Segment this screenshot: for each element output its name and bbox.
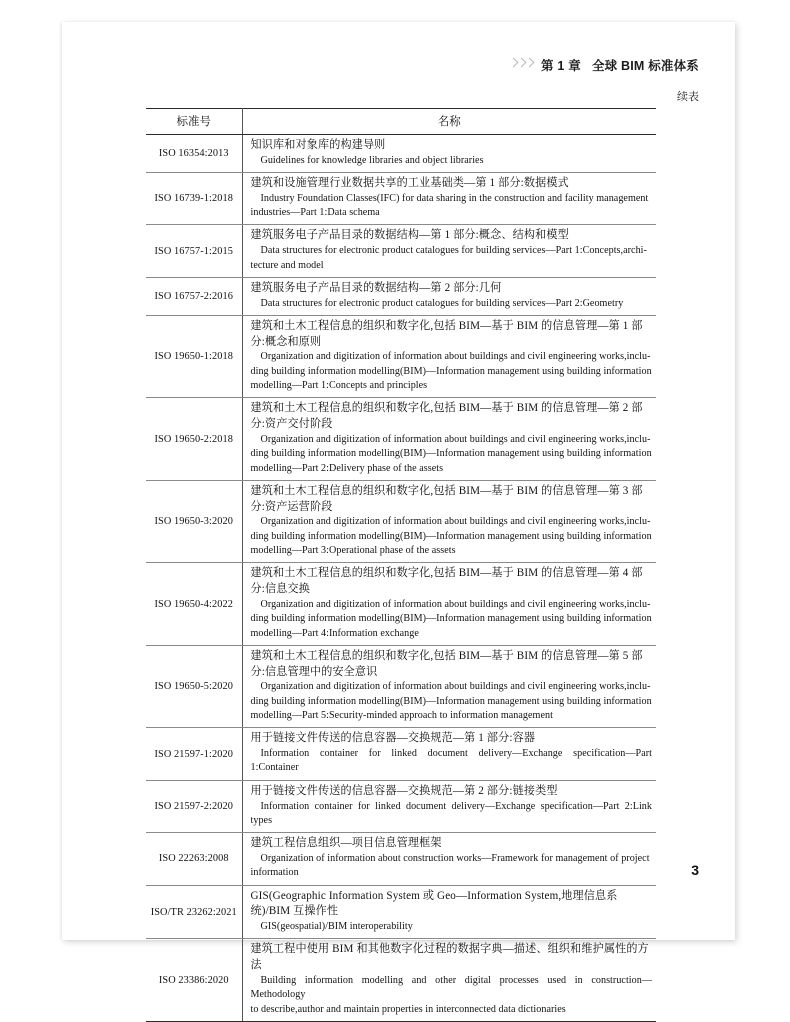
standard-name-en: modelling—Part 5:Security-minded approach to information management [250, 710, 553, 722]
standard-name-zh: 建筑和土木工程信息的组织和数字化,包括 BIM—基于 BIM 的信息管理—第 5 部分:信息管理中的安全意识 [250, 649, 643, 678]
standard-name-zh: 知识库和对象库的构建导则 [250, 139, 386, 151]
standard-code-cell: ISO 16757-1:2015 [146, 225, 242, 277]
standard-name-en: modelling—Part 3:Operational phase of the assets [250, 545, 456, 557]
standard-code-cell: ISO 16757-2:2016 [146, 277, 242, 315]
standard-code-cell: ISO 21597-1:2020 [146, 728, 242, 780]
standard-name-en: tecture and model [250, 259, 324, 271]
standard-name-en: Organization and digitization of information about buildings and civil engineering works,inclu- [260, 681, 651, 693]
table-row [146, 563, 656, 645]
standard-name-cell [242, 398, 656, 480]
table-row [146, 398, 656, 480]
running-head-title: 全球 BIM 标准体系 [591, 59, 699, 73]
standard-name-zh: 建筑服务电子产品目录的数据结构—第 2 部分:几何 [250, 281, 502, 294]
standard-name-zh: 建筑工程中使用 BIM 和其他数字化过程的数据字典—描述、组织和维护属性的方法 [250, 943, 649, 972]
standard-name-en: Data structures for electronic product catalogues for building services—Part 1:Concepts,archi- [260, 245, 647, 257]
standard-name-en: Industry Foundation Classes(IFC) for data sharing in the construction and facility management [260, 192, 649, 204]
standard-name-zh: 建筑和土木工程信息的组织和数字化,包括 BIM—基于 BIM 的信息管理—第 3 部分:资产运营阶段 [250, 484, 643, 513]
standard-name-en: Organization and digitization of information about buildings and civil engineering works,inclu- [260, 516, 651, 528]
standard-name-en: industries—Part 1:Data schema [250, 207, 380, 219]
table-row [146, 728, 656, 780]
table-row [146, 780, 656, 832]
table-header [146, 109, 656, 135]
standard-code-cell: ISO 19650-4:2022 [146, 563, 242, 645]
standard-name-cell [242, 173, 656, 225]
standard-name-zh: 建筑工程信息组织—项目信息管理框架 [250, 837, 442, 850]
table-row [146, 173, 656, 225]
table-row [146, 135, 656, 173]
standard-code-cell: ISO 23386:2020 [146, 939, 242, 1021]
table-row [146, 885, 656, 939]
standard-code-cell: ISO 22263:2008 [146, 833, 242, 885]
standard-name-zh: 用于链接文件传送的信息容器—交换规范—第 2 部分:链接类型 [250, 784, 558, 797]
standard-name-en: Information container for linked document delivery—Exchange specification—Part 2:Link types [250, 800, 652, 826]
table-row [146, 480, 656, 562]
table-row [146, 225, 656, 277]
table-row [146, 277, 656, 315]
running-head [510, 56, 699, 74]
standard-name-cell [242, 728, 656, 780]
standard-name-en: Building information modelling and other digital processes used in construction—Methodology [250, 974, 652, 1001]
standard-name-cell [242, 780, 656, 832]
standards-table [146, 108, 656, 1022]
standard-name-en: Guidelines for knowledge libraries and object libraries [260, 154, 484, 166]
standard-code-cell: ISO 19650-1:2018 [146, 315, 242, 397]
table-row [146, 645, 656, 727]
standard-name-cell [242, 645, 656, 727]
standard-code-cell: ISO 16354:2013 [146, 135, 242, 173]
table-header-row [146, 109, 656, 135]
standard-name-en: modelling—Part 4:Information exchange [250, 627, 419, 639]
page-number: 3 [691, 862, 699, 878]
standard-name-en: modelling—Part 2:Delivery phase of the assets [250, 462, 444, 474]
standard-name-en: Organization and digitization of information about buildings and civil engineering works,inclu- [260, 351, 651, 363]
standard-name-cell [242, 225, 656, 277]
standard-name-en: ding building information modelling(BIM)—Information management using building information [250, 365, 652, 377]
table-row [146, 315, 656, 397]
document-page [62, 22, 735, 1015]
standard-name-zh: 建筑和设施管理行业数据共享的工业基础类—第 1 部分:数据模式 [250, 177, 569, 190]
standard-name-en: Data structures for electronic product catalogues for building services—Part 2:Geometry [260, 297, 624, 309]
standard-name-en: ding building information modelling(BIM)—Information management using building information [250, 695, 652, 707]
standard-name-cell [242, 277, 656, 315]
standard-name-cell [242, 939, 656, 1021]
standard-code-cell: ISO 16739-1:2018 [146, 173, 242, 225]
column-header-name: 名称 [242, 109, 656, 135]
chevron-right-triple-icon [510, 58, 534, 69]
standard-name-cell [242, 885, 656, 939]
table-continued-caption: 续表 [677, 91, 699, 103]
standard-code-cell: ISO 19650-5:2020 [146, 645, 242, 727]
standard-name-cell [242, 833, 656, 885]
standard-name-zh: 建筑和土木工程信息的组织和数字化,包括 BIM—基于 BIM 的信息管理—第 2 部分:资产交付阶段 [250, 402, 643, 431]
standard-name-zh: 建筑服务电子产品目录的数据结构—第 1 部分:概念、结构和模型 [250, 229, 569, 242]
standard-name-en: Organization of information about construction works—Framework for management of project [260, 852, 650, 864]
standard-name-en: information [250, 867, 299, 879]
standard-name-zh: 建筑和土木工程信息的组织和数字化,包括 BIM—基于 BIM 的信息管理—第 4 部分:信息交换 [250, 567, 643, 596]
standard-code-cell: ISO/TR 23262:2021 [146, 885, 242, 939]
standard-name-cell [242, 480, 656, 562]
standard-code-cell: ISO 19650-3:2020 [146, 480, 242, 562]
standard-code-cell: ISO 21597-2:2020 [146, 780, 242, 832]
standard-name-en: Organization and digitization of information about buildings and civil engineering works,inclu- [260, 433, 651, 445]
standard-name-en: ding building information modelling(BIM)—Information management using building information [250, 530, 652, 542]
standard-name-cell [242, 315, 656, 397]
standard-name-zh: GIS(Geographic Information System 或 Geo—Information System,地理信息系统)/BIM 互操作性 [250, 889, 618, 918]
standard-name-en: GIS(geospatial)/BIM interoperability [260, 921, 413, 933]
table-row [146, 939, 656, 1021]
standard-name-en: ding building information modelling(BIM)—Information management using building information [250, 448, 652, 460]
running-head-chapter: 第 1 章 [541, 59, 581, 73]
standard-name-en: Information container for linked document delivery—Exchange specification—Part 1:Container [250, 748, 652, 774]
standard-code-cell: ISO 19650-2:2018 [146, 398, 242, 480]
standard-name-cell [242, 563, 656, 645]
standard-name-en: Organization and digitization of information about buildings and civil engineering works,inclu- [260, 598, 651, 610]
standard-name-en: modelling—Part 1:Concepts and principles [250, 380, 428, 392]
standard-name-en: to describe,author and maintain properties in interconnected data dictionaries [250, 1003, 566, 1015]
standard-name-en: ding building information modelling(BIM)—Information management using building information [250, 613, 652, 625]
standard-name-cell [242, 135, 656, 173]
standard-name-zh: 用于链接文件传送的信息容器—交换规范—第 1 部分:容器 [250, 732, 536, 745]
table-body [146, 135, 656, 1022]
column-header-code: 标准号 [146, 109, 242, 135]
table-row [146, 833, 656, 885]
standard-name-zh: 建筑和土木工程信息的组织和数字化,包括 BIM—基于 BIM 的信息管理—第 1 部分:概念和原则 [250, 319, 643, 348]
